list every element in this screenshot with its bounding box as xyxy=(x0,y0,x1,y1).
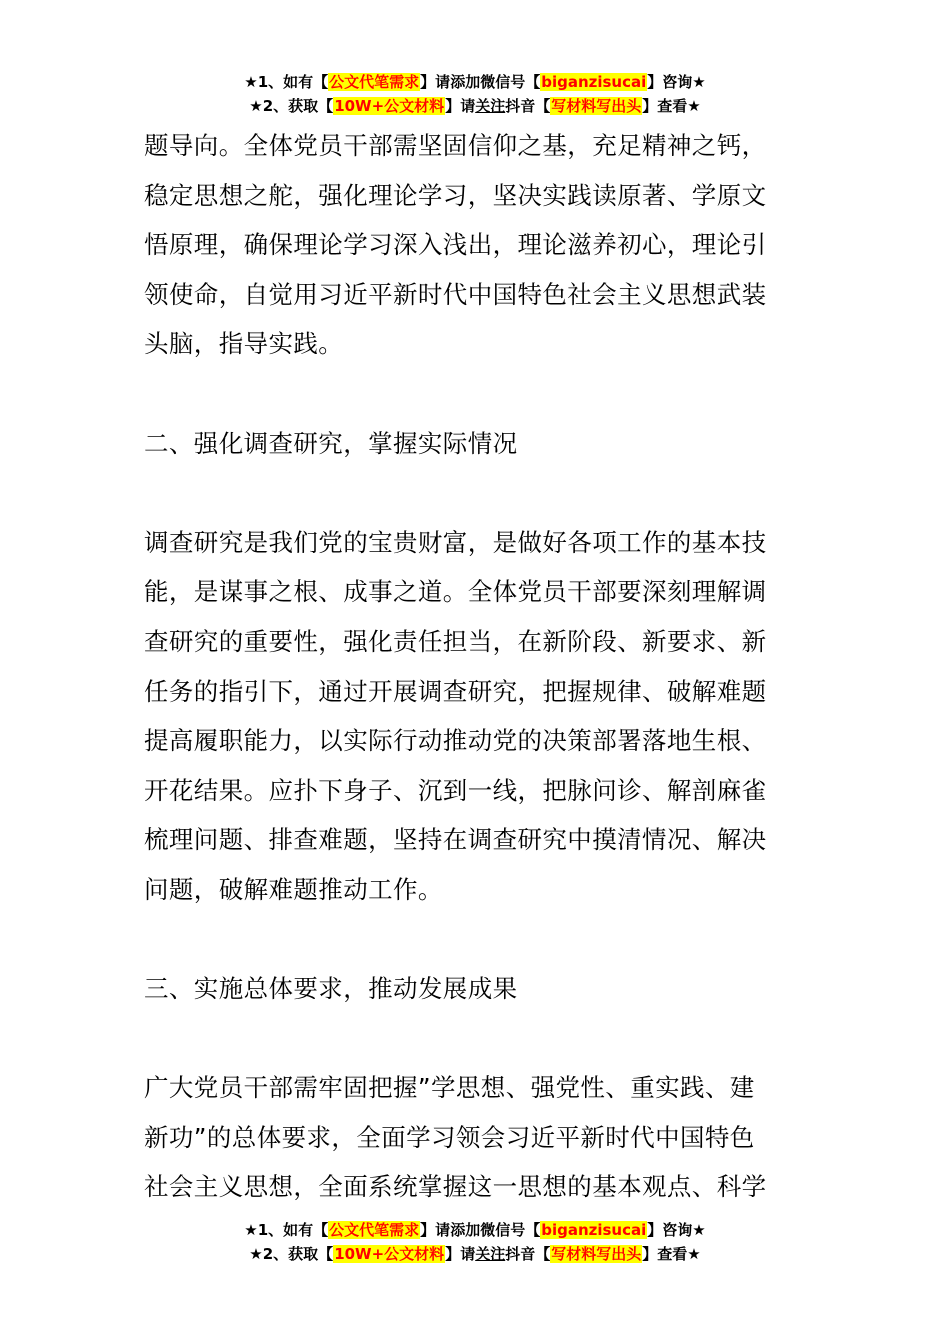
promo-text: 】请 xyxy=(445,97,476,115)
text-line: 问题，破解难题推动工作。 xyxy=(144,874,443,904)
promo-text: 抖音【 xyxy=(505,97,551,115)
promo-text: ★2、获取【 xyxy=(249,97,334,115)
promo-emphasis: 添加 xyxy=(450,1221,481,1239)
text-line: 梳理问题、排查难题，坚持在调查研究中摸清情况、解决 xyxy=(144,825,767,855)
text-line: 悟原理，确保理论学习深入浅出，理论滋养初心，理论引 xyxy=(144,230,767,260)
promo-text: 】请 xyxy=(420,73,451,91)
promo-emphasis: 添加 xyxy=(450,73,481,91)
promo-line-1 xyxy=(0,1218,950,1242)
text-line: 新功”的总体要求，全面学习领会习近平新时代中国特色 xyxy=(144,1122,755,1152)
paragraph-3 xyxy=(144,1063,808,1212)
promo-emphasis: 关注 xyxy=(475,97,506,115)
promo-text: 微信号【 xyxy=(480,73,541,91)
promo-line-1 xyxy=(0,70,950,94)
promo-text: 】查看★ xyxy=(642,97,701,115)
promo-highlight: 10W+公文材料 xyxy=(334,97,445,115)
promo-text: 】咨询★ xyxy=(647,1221,706,1239)
promo-emphasis: 关注 xyxy=(475,1245,506,1263)
promo-douyin-id: 写材料写出头 xyxy=(551,97,642,115)
document-body xyxy=(144,121,808,1212)
promo-douyin-id: 写材料写出头 xyxy=(551,1245,642,1263)
promo-wechat-id: biganzisucai xyxy=(541,1221,647,1239)
promo-text: 】查看★ xyxy=(642,1245,701,1263)
promo-text: 抖音【 xyxy=(505,1245,551,1263)
promo-line-2 xyxy=(0,94,950,118)
promo-highlight: 公文代笔需求 xyxy=(329,1221,420,1239)
text-line: 查研究的重要性，强化责任担当，在新阶段、新要求、新 xyxy=(144,626,767,656)
promo-highlight: 10W+公文材料 xyxy=(334,1245,445,1263)
promo-text: ★1、如有【 xyxy=(244,73,329,91)
paragraph-1 xyxy=(144,121,808,369)
text-line: 开花结果。应扑下身子、沉到一线，把脉问诊、解剖麻雀 xyxy=(144,775,767,805)
promo-line-2 xyxy=(0,1242,950,1266)
text-line: 领使命，自觉用习近平新时代中国特色社会主义思想武装 xyxy=(144,279,767,309)
promo-wechat-id: biganzisucai xyxy=(541,73,647,91)
text-line: 调查研究是我们党的宝贵财富，是做好各项工作的基本技 xyxy=(144,527,767,557)
promo-text: ★1、如有【 xyxy=(244,1221,329,1239)
promo-text: ★2、获取【 xyxy=(249,1245,334,1263)
promo-text: 】请 xyxy=(445,1245,476,1263)
text-line: 任务的指引下，通过开展调查研究，把握规律、破解难题 xyxy=(144,676,767,706)
paragraph-2 xyxy=(144,518,808,915)
promo-text: 】咨询★ xyxy=(647,73,706,91)
text-line: 广大党员干部需牢固把握”学思想、强党性、重实践、建 xyxy=(144,1073,755,1103)
text-line: 题导向。全体党员干部需坚固信仰之基，充足精神之钙， xyxy=(144,131,767,160)
footer-promo-banner xyxy=(0,1218,950,1266)
text-line: 头脑，指导实践。 xyxy=(144,329,344,359)
section-heading-3: 三、实施总体要求，推动发展成果 xyxy=(144,974,518,1004)
text-line: 能，是谋事之根、成事之道。全体党员干部要深刻理解调 xyxy=(144,577,767,607)
text-line: 提高履职能力，以实际行动推动党的决策部署落地生根、 xyxy=(144,726,767,756)
section-heading-2: 二、强化调查研究，掌握实际情况 xyxy=(144,428,518,458)
promo-highlight: 公文代笔需求 xyxy=(329,73,420,91)
promo-text: 微信号【 xyxy=(480,1221,541,1239)
text-line: 社会主义思想，全面系统掌握这一思想的基本观点、科学 xyxy=(144,1172,767,1202)
text-line: 稳定思想之舵，强化理论学习，坚决实践读原著、学原文 xyxy=(144,180,767,210)
header-promo-banner xyxy=(0,70,950,118)
promo-text: 】请 xyxy=(420,1221,451,1239)
